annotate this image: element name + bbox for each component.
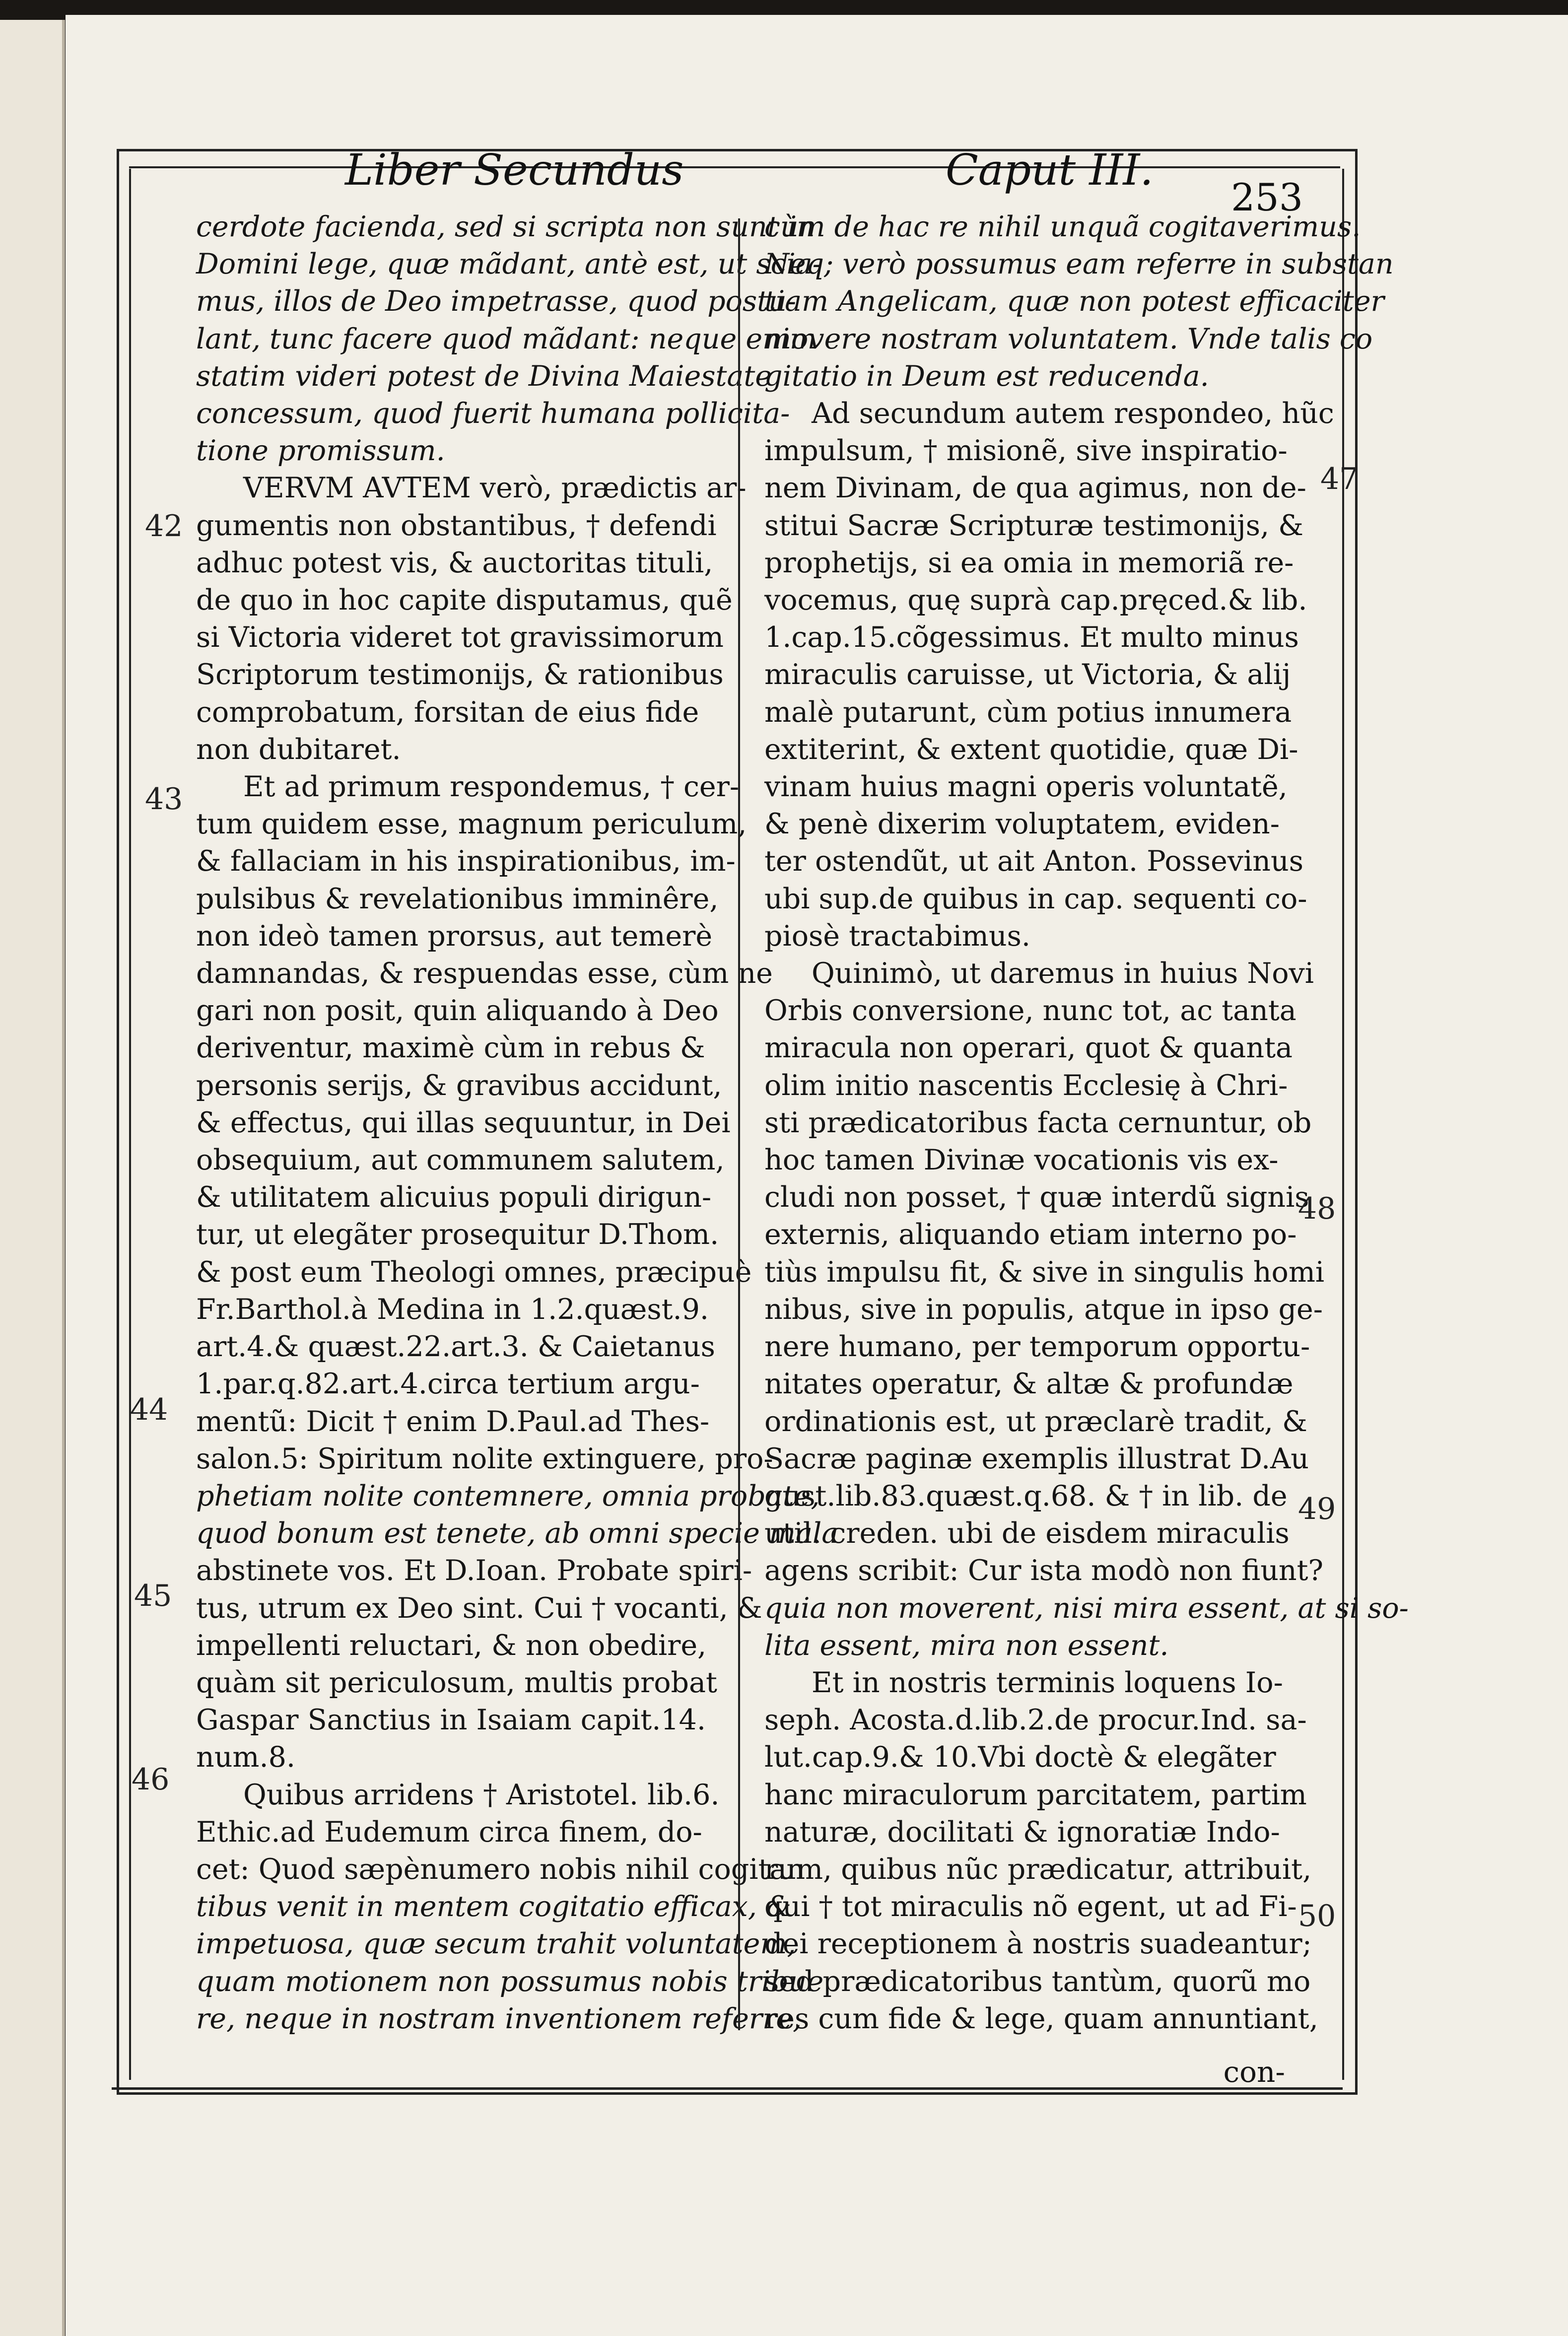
text-line: art.4.& quæst.22.art.3. & Caietanus bbox=[196, 1330, 715, 1364]
text-line: impellenti reluctari, & non obedire, bbox=[196, 1629, 707, 1662]
text-line: adhuc potest vis, & auctoritas tituli, bbox=[196, 546, 713, 579]
text-line: 1.par.q.82.art.4.circa tertium argu- bbox=[196, 1368, 700, 1401]
text-line: damnandas, & respuendas esse, cùm ne bbox=[196, 957, 773, 990]
text-line: Et ad primum respondemus, † cer- bbox=[243, 770, 740, 804]
text-line: comprobatum, forsitan de eius fide bbox=[196, 695, 699, 729]
text-line: piosè tractabimus. bbox=[764, 919, 1030, 953]
text-line: miraculis caruisse, ut Victoria, & alij bbox=[764, 658, 1291, 691]
text-line: Ethic.ad Eudemum circa finem, do- bbox=[196, 1815, 702, 1849]
text-line: sed prædicatoribus tantùm, quorũ mo bbox=[764, 1965, 1311, 1998]
text-line: quia non moverent, nisi mira essent, at si so- bbox=[764, 1591, 1409, 1625]
text-line: Domini lege, quæ mãdant, antè est, ut scia- bbox=[196, 248, 822, 281]
text-line: cùm de hac re nihil unquã cogitaverimus. bbox=[764, 210, 1361, 243]
text-line: ubi sup.de quibus in cap. sequenti co- bbox=[764, 882, 1307, 915]
text-line: Neq; verò possumus eam referre in substan bbox=[764, 248, 1394, 281]
text-line: externis, aliquando etiam interno po- bbox=[764, 1218, 1297, 1251]
text-line: non ideò tamen prorsus, aut temerè bbox=[196, 919, 713, 953]
text-line: tiam Angelicam, quæ non potest efficaciter bbox=[764, 285, 1384, 318]
text-line: Fr.Barthol.à Medina in 1.2.quæst.9. bbox=[196, 1293, 709, 1326]
text-line: movere nostram voluntatem. Vnde talis co bbox=[764, 322, 1373, 355]
text-line: util. creden. ubi de eisdem miraculis bbox=[764, 1517, 1290, 1550]
text-line: obsequium, aut communem salutem, bbox=[196, 1144, 725, 1177]
previous-page-edge bbox=[0, 20, 65, 2336]
text-line: VERVM AVTEM verò, prædictis ar- bbox=[243, 472, 747, 505]
text-line: Ad secundum autem respondeo, hũc bbox=[812, 397, 1334, 430]
text-line: quàm sit periculosum, multis probat bbox=[196, 1666, 717, 1699]
text-line: de quo in hoc capite disputamus, quẽ bbox=[196, 584, 733, 617]
text-line: tibus venit in mentem cogitatio efficax, & bbox=[196, 1890, 791, 1924]
footer-rule bbox=[112, 2087, 1343, 2090]
text-line: salon.5: Spiritum nolite extinguere, pro- bbox=[196, 1442, 773, 1475]
text-line: agens scribit: Cur ista modò non fiunt? bbox=[764, 1554, 1324, 1587]
text-line: Quinimò, ut daremus in huius Novi bbox=[812, 957, 1314, 990]
text-line: re, neque in nostram inventionem referre, bbox=[196, 2002, 802, 2035]
text-line: sti prædicatoribus facta cernuntur, ob bbox=[764, 1106, 1312, 1139]
text-line: statim videri potest de Divina Maiestate bbox=[196, 359, 772, 393]
running-head-left: Liber Secundus bbox=[345, 145, 684, 195]
text-line: gust.lib.83.quæst.q.68. & † in lib. de bbox=[764, 1479, 1288, 1512]
text-line: tiùs impulsu fit, & sive in singulis homi bbox=[764, 1255, 1325, 1289]
margin-number-left: 42 bbox=[145, 509, 183, 544]
text-line: cet: Quod sæpènumero nobis nihil cogitan bbox=[196, 1853, 805, 1886]
text-line: lut.cap.9.& 10.Vbi doctè & elegãter bbox=[764, 1741, 1276, 1774]
text-line: impetuosa, quæ secum trahit voluntatem, bbox=[196, 1927, 796, 1961]
text-line: hanc miraculorum parcitatem, partim bbox=[764, 1778, 1307, 1811]
text-line: nere humano, per temporum opportu- bbox=[764, 1330, 1310, 1364]
text-line: 1.cap.15.cõgessimus. Et multo minus bbox=[764, 621, 1299, 654]
text-line: ter ostendũt, ut ait Anton. Possevinus bbox=[764, 845, 1303, 878]
margin-number-right: 50 bbox=[1298, 1899, 1336, 1933]
text-line: dei receptionem à nostris suadeantur; bbox=[764, 1927, 1312, 1961]
text-line: num.8. bbox=[196, 1741, 295, 1774]
page-number: 253 bbox=[1231, 175, 1303, 219]
text-line: extiterint, & extent quotidie, quæ Di- bbox=[764, 733, 1298, 766]
text-line: phetiam nolite contemnere, omnia probate, bbox=[196, 1479, 820, 1512]
text-line: cludi non posset, † quæ interdũ signis bbox=[764, 1181, 1309, 1214]
text-line: tur, ut elegãter prosequitur D.Thom. bbox=[196, 1218, 719, 1251]
margin-number-left: 45 bbox=[134, 1579, 172, 1613]
text-line: lant, tunc facere quod mãdant: neque enim bbox=[196, 322, 817, 355]
header-rule bbox=[129, 166, 1340, 168]
text-line: impulsum, † misionẽ, sive inspiratio- bbox=[764, 434, 1288, 468]
text-line: & effectus, qui illas sequuntur, in Dei bbox=[196, 1106, 731, 1139]
text-line: personis serijs, & gravibus accidunt, bbox=[196, 1069, 722, 1102]
text-line: miracula non operari, quot & quanta bbox=[764, 1031, 1293, 1065]
text-line: & penè dixerim voluptatem, eviden- bbox=[764, 808, 1280, 841]
text-line: naturæ, docilitati & ignoratiæ Indo- bbox=[764, 1815, 1280, 1849]
text-line: concessum, quod fuerit humana pollicita- bbox=[196, 397, 790, 430]
text-line: pulsibus & revelationibus imminêre, bbox=[196, 882, 719, 915]
text-line: olim initio nascentis Ecclesię à Chri- bbox=[764, 1069, 1288, 1102]
text-line: gitatio in Deum est reducenda. bbox=[764, 359, 1209, 393]
text-line: abstinete vos. Et D.Ioan. Probate spiri- bbox=[196, 1554, 752, 1587]
text-line: Sacræ paginæ exemplis illustrat D.Au bbox=[764, 1442, 1309, 1475]
text-line: Scriptorum testimonijs, & rationibus bbox=[196, 658, 724, 691]
text-line: vinam huius magni operis voluntatẽ, bbox=[764, 770, 1288, 804]
text-line: quod bonum est tenete, ab omni specie mala bbox=[196, 1517, 839, 1550]
text-line: hoc tamen Divinæ vocationis vis ex- bbox=[764, 1144, 1279, 1177]
text-line: quam motionem non possumus nobis tribue bbox=[196, 1965, 824, 1998]
text-line: non dubitaret. bbox=[196, 733, 401, 766]
text-line: prophetijs, si ea omia in memoriã re- bbox=[764, 546, 1294, 579]
catchword: con- bbox=[1223, 2055, 1285, 2089]
margin-number-left: 43 bbox=[145, 782, 183, 817]
text-line: stitui Sacræ Scripturæ testimonijs, & bbox=[764, 509, 1303, 542]
text-line: & post eum Theologi omnes, præcipuè bbox=[196, 1255, 752, 1289]
text-line: Gaspar Sanctius in Isaiam capit.14. bbox=[196, 1704, 706, 1737]
text-line: nitates operatur, & altæ & profundæ bbox=[764, 1368, 1294, 1401]
text-line: tus, utrum ex Deo sint. Cui † vocanti, & bbox=[196, 1591, 762, 1625]
margin-number-left: 44 bbox=[130, 1392, 168, 1427]
running-head-center: Caput III. bbox=[946, 145, 1154, 195]
text-line: gari non posit, quin aliquando à Deo bbox=[196, 994, 719, 1028]
text-line: rum, quibus nũc prædicatur, attribuit, bbox=[764, 1853, 1312, 1886]
left-column bbox=[196, 208, 839, 2038]
text-line: malè putarunt, cùm potius innumera bbox=[764, 695, 1292, 729]
text-line: vocemus, quę suprà cap.pręced.& lib. bbox=[764, 584, 1307, 617]
text-line: si Victoria videret tot gravissimorum bbox=[196, 621, 724, 654]
text-line: res cum fide & lege, quam annuntiant, bbox=[764, 2002, 1318, 2035]
text-line: ordinationis est, ut præclarè tradit, & bbox=[764, 1405, 1307, 1438]
text-line: & fallaciam in his inspirationibus, im- bbox=[196, 845, 736, 878]
text-line: deriventur, maximè cùm in rebus & bbox=[196, 1031, 705, 1065]
text-line: lita essent, mira non essent. bbox=[764, 1629, 1169, 1662]
column-divider bbox=[738, 218, 740, 2030]
text-line: Orbis conversione, nunc tot, ac tanta bbox=[764, 994, 1296, 1028]
text-line: mentũ: Dicit † enim D.Paul.ad Thes- bbox=[196, 1405, 710, 1438]
text-line: cerdote facienda, sed si scripta non sunt in bbox=[196, 210, 815, 243]
text-line: nem Divinam, de qua agimus, non de- bbox=[764, 472, 1306, 505]
text-line: & utilitatem alicuius populi dirigun- bbox=[196, 1181, 712, 1214]
text-line: Quibus arridens † Aristotel. lib.6. bbox=[243, 1778, 720, 1811]
text-line: gumentis non obstantibus, † defendi bbox=[196, 509, 717, 542]
text-line: qui † tot miraculis nõ egent, ut ad Fi- bbox=[764, 1890, 1297, 1924]
text-line: nibus, sive in populis, atque in ipso ge- bbox=[764, 1293, 1323, 1326]
text-line: seph. Acosta.d.lib.2.de procur.Ind. sa- bbox=[764, 1704, 1307, 1737]
margin-number-right: 49 bbox=[1298, 1492, 1336, 1526]
margin-number-right: 47 bbox=[1320, 462, 1359, 496]
text-line: mus, illos de Deo impetrasse, quod postu- bbox=[196, 285, 796, 318]
text-line: Et in nostris terminis loquens Io- bbox=[812, 1666, 1283, 1699]
text-line: tione promissum. bbox=[196, 434, 445, 468]
margin-number-left: 46 bbox=[132, 1762, 170, 1797]
text-line: tum quidem esse, magnum periculum, bbox=[196, 808, 747, 841]
margin-number-right: 48 bbox=[1298, 1191, 1336, 1226]
